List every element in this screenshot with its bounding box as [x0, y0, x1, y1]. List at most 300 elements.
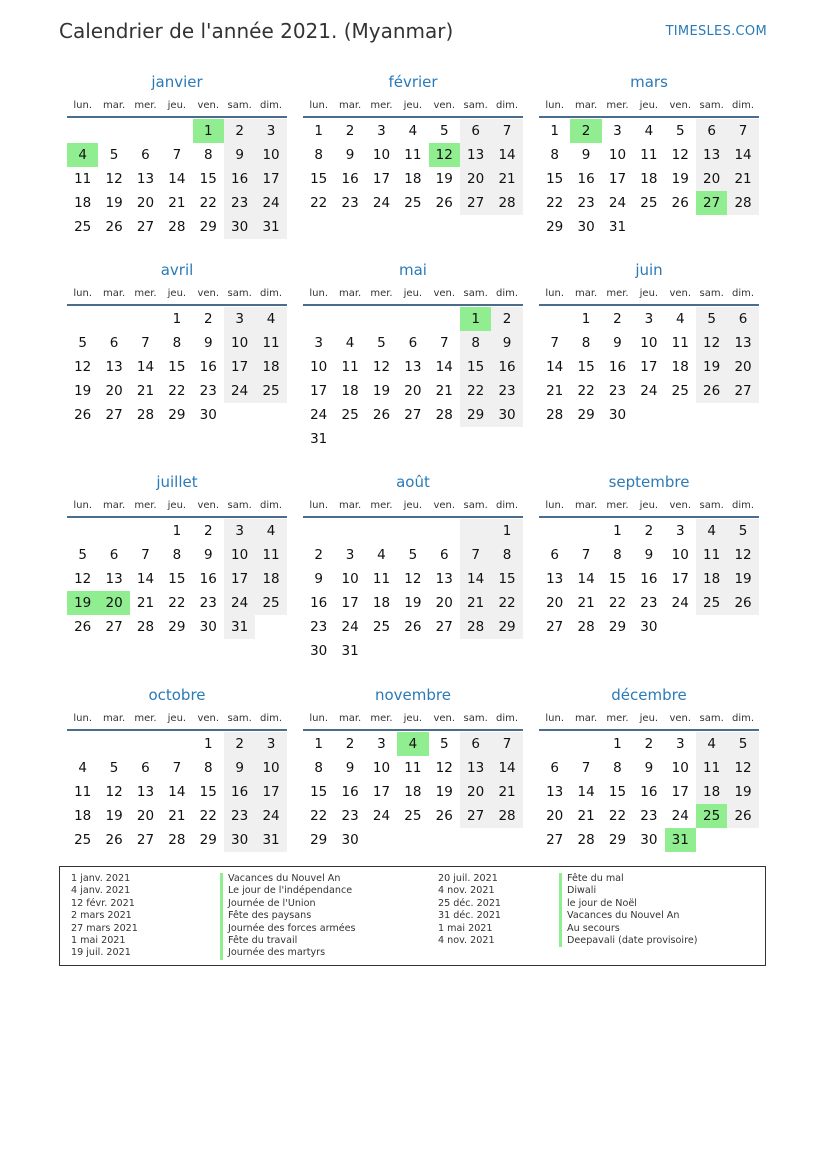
- day-cell: 18: [74, 808, 92, 824]
- weekday-label: mar.: [338, 499, 362, 511]
- holiday-day-cell: 25: [696, 804, 727, 828]
- day-cell: 15: [168, 571, 186, 587]
- day-cell: 15: [199, 784, 217, 800]
- month-name: mai: [399, 261, 427, 279]
- day-cell: 26: [404, 619, 422, 635]
- day-cell: 2: [345, 123, 355, 139]
- legend-date: 1 mai 2021: [71, 934, 126, 946]
- day-cell: 14: [136, 571, 155, 587]
- day-cell: 6: [696, 119, 727, 143]
- month-name: septembre: [608, 473, 690, 491]
- day-cell: 9: [314, 571, 323, 587]
- day-cell: 23: [199, 595, 217, 611]
- day-cell: 1: [550, 123, 559, 139]
- weekday-label: ven.: [197, 499, 220, 511]
- weekday-label: mar.: [338, 287, 362, 299]
- day-cell: 13: [696, 143, 727, 167]
- day-cell: 8: [613, 547, 622, 563]
- day-cell: 21: [168, 195, 186, 211]
- day-cell: 28: [546, 407, 564, 423]
- holiday-day-cell: 1: [193, 119, 224, 143]
- day-cell: 23: [640, 595, 658, 611]
- day-cell: 15: [608, 784, 627, 800]
- day-cell: 5: [377, 335, 386, 351]
- holiday-day-cell: 20: [98, 591, 129, 615]
- day-cell: 29: [608, 619, 627, 635]
- day-cell: 16: [491, 355, 522, 379]
- day-cell: 9: [203, 335, 213, 351]
- day-cell: 23: [640, 808, 658, 824]
- holiday-day-cell: 19: [67, 591, 98, 615]
- day-cell: 19: [404, 595, 422, 611]
- legend-date: 1 mai 2021: [438, 922, 493, 934]
- day-cell: 24: [310, 407, 328, 423]
- day-cell: 18: [74, 195, 92, 211]
- day-cell: 22: [199, 808, 217, 824]
- day-cell: 7: [550, 335, 559, 351]
- day-grid: [539, 119, 759, 239]
- day-cell: 19: [671, 171, 689, 187]
- day-cell: 3: [377, 123, 386, 139]
- weekday-label: sam.: [699, 499, 724, 511]
- weekday-label: jeu.: [167, 499, 187, 511]
- day-cell: 10: [224, 331, 255, 355]
- day-cell: 17: [372, 171, 391, 187]
- day-cell: 17: [255, 780, 286, 804]
- day-cell: 7: [141, 547, 150, 563]
- day-cell: 13: [435, 571, 453, 587]
- legend-date: 4 janv. 2021: [71, 885, 131, 897]
- day-grid: [67, 119, 287, 239]
- weekday-label: mar.: [102, 712, 126, 724]
- day-grid: [539, 519, 759, 639]
- day-cell: 7: [581, 760, 591, 776]
- day-cell: 29: [199, 832, 217, 848]
- day-cell: 5: [727, 519, 758, 543]
- day-cell: 28: [136, 407, 155, 423]
- day-cell: 10: [671, 547, 689, 563]
- day-cell: 15: [310, 784, 328, 800]
- day-cell: 1: [172, 523, 182, 539]
- day-cell: 4: [255, 519, 286, 543]
- day-cell: 9: [345, 147, 355, 163]
- day-cell: 6: [727, 307, 758, 331]
- weekday-label: lun.: [309, 287, 329, 299]
- legend-holiday-name: Fête du mal: [559, 873, 697, 885]
- weekday-label: mer.: [606, 287, 629, 299]
- legend-holiday-name: Au secours: [559, 923, 697, 935]
- day-cell: 26: [74, 407, 92, 423]
- day-cell: 7: [439, 335, 449, 351]
- weekday-label: ven.: [669, 499, 692, 511]
- day-cell: 14: [577, 571, 595, 587]
- legend-date: 20 juil. 2021: [438, 873, 498, 884]
- empty-cell: [161, 119, 192, 143]
- month-juillet: [67, 470, 287, 639]
- day-cell: 4: [345, 335, 355, 351]
- day-cell: 20: [404, 383, 422, 399]
- day-cell: 2: [491, 307, 522, 331]
- weekday-label: sam.: [227, 499, 252, 511]
- day-cell: 24: [255, 804, 286, 828]
- weekday-label: mar.: [338, 712, 362, 724]
- day-cell: 21: [577, 595, 595, 611]
- day-cell: 12: [74, 359, 92, 375]
- day-cell: 11: [696, 756, 727, 780]
- day-cell: 4: [644, 123, 654, 139]
- day-cell: 24: [671, 808, 689, 824]
- weekday-label: mar.: [574, 712, 598, 724]
- weekday-label: sam.: [699, 287, 724, 299]
- empty-cell: [366, 519, 397, 543]
- day-cell: 8: [491, 543, 522, 567]
- day-cell: 28: [491, 191, 522, 215]
- day-cell: 30: [608, 407, 627, 423]
- day-cell: 14: [491, 143, 522, 167]
- day-cell: 3: [377, 736, 386, 752]
- legend-holiday-name: Vacances du Nouvel An: [220, 873, 356, 885]
- day-cell: 1: [314, 736, 323, 752]
- day-cell: 25: [74, 832, 92, 848]
- empty-cell: [429, 307, 460, 331]
- day-cell: 27: [727, 379, 758, 403]
- day-cell: 24: [224, 591, 255, 615]
- day-cell: 31: [224, 615, 255, 639]
- legend-holiday-name: Journée des martyrs: [220, 947, 356, 959]
- day-cell: 5: [109, 760, 119, 776]
- day-cell: 8: [203, 147, 213, 163]
- day-cell: 2: [613, 311, 622, 327]
- weekday-label: sam.: [463, 499, 488, 511]
- weekday-label: mer.: [370, 287, 393, 299]
- day-cell: 16: [199, 571, 217, 587]
- empty-cell: [303, 307, 334, 331]
- day-grid: [67, 519, 287, 639]
- day-cell: 5: [696, 307, 727, 331]
- day-cell: 18: [671, 359, 689, 375]
- day-cell: 29: [199, 219, 217, 235]
- day-cell: 16: [199, 359, 217, 375]
- weekday-label: lun.: [73, 99, 93, 111]
- weekday-label: lun.: [545, 499, 565, 511]
- legend-holiday-name: Vacances du Nouvel An: [559, 910, 697, 922]
- month-novembre: [303, 683, 523, 852]
- month-name: octobre: [148, 686, 206, 704]
- month-mars: [539, 70, 759, 239]
- day-cell: 23: [608, 383, 627, 399]
- day-cell: 27: [136, 219, 155, 235]
- day-cell: 20: [435, 595, 453, 611]
- empty-cell: [67, 519, 98, 543]
- weekday-label: ven.: [433, 287, 456, 299]
- day-cell: 5: [675, 123, 685, 139]
- day-cell: 18: [341, 383, 359, 399]
- day-cell: 9: [613, 335, 622, 351]
- day-cell: 5: [78, 547, 87, 563]
- day-cell: 31: [608, 219, 627, 235]
- weekday-label: jeu.: [167, 712, 187, 724]
- day-cell: 11: [640, 147, 658, 163]
- legend-dates-right: [438, 873, 501, 947]
- day-cell: 17: [224, 567, 255, 591]
- day-cell: 15: [577, 359, 595, 375]
- day-cell: 27: [546, 619, 564, 635]
- day-cell: 12: [404, 571, 422, 587]
- day-cell: 19: [372, 383, 391, 399]
- day-cell: 29: [546, 219, 564, 235]
- weekday-label: ven.: [669, 712, 692, 724]
- day-cell: 8: [581, 335, 591, 351]
- month-mai: [303, 258, 523, 451]
- month-février: [303, 70, 523, 215]
- weekday-label: jeu.: [639, 99, 659, 111]
- day-cell: 6: [550, 760, 559, 776]
- weekday-label: ven.: [669, 287, 692, 299]
- legend-dates-left: [71, 873, 138, 960]
- weekday-header: [67, 94, 287, 118]
- weekday-label: sam.: [463, 287, 488, 299]
- day-cell: 11: [255, 331, 286, 355]
- empty-cell: [570, 519, 601, 543]
- day-cell: 13: [546, 784, 564, 800]
- legend-date: 4 nov. 2021: [438, 934, 495, 946]
- day-cell: 13: [460, 143, 491, 167]
- day-cell: 3: [644, 311, 654, 327]
- day-cell: 9: [581, 147, 591, 163]
- day-cell: 27: [136, 832, 155, 848]
- day-cell: 7: [491, 119, 522, 143]
- weekday-label: lun.: [73, 287, 93, 299]
- weekday-label: jeu.: [639, 499, 659, 511]
- empty-cell: [539, 307, 570, 331]
- day-cell: 25: [404, 195, 422, 211]
- day-cell: 23: [224, 191, 255, 215]
- month-janvier: [67, 70, 287, 239]
- legend-date: 12 févr. 2021: [71, 897, 135, 909]
- weekday-label: mar.: [102, 499, 126, 511]
- empty-cell: [397, 307, 428, 331]
- day-cell: 12: [727, 756, 758, 780]
- day-cell: 28: [168, 219, 186, 235]
- day-cell: 27: [435, 619, 453, 635]
- day-cell: 23: [491, 379, 522, 403]
- holiday-day-cell: 12: [429, 143, 460, 167]
- day-cell: 21: [168, 808, 186, 824]
- weekday-label: mar.: [574, 287, 598, 299]
- month-name: janvier: [151, 73, 203, 91]
- day-cell: 16: [224, 780, 255, 804]
- day-cell: 7: [460, 543, 491, 567]
- day-cell: 20: [727, 355, 758, 379]
- weekday-label: lun.: [545, 287, 565, 299]
- day-cell: 29: [491, 615, 522, 639]
- day-cell: 24: [640, 383, 658, 399]
- day-cell: 23: [341, 195, 359, 211]
- weekday-label: dim.: [732, 287, 755, 299]
- day-cell: 2: [644, 736, 654, 752]
- day-cell: 20: [460, 780, 491, 804]
- weekday-label: sam.: [699, 712, 724, 724]
- day-cell: 22: [168, 595, 186, 611]
- weekday-header: [67, 282, 287, 306]
- weekday-header: [67, 494, 287, 518]
- weekday-label: jeu.: [639, 712, 659, 724]
- month-name: août: [396, 473, 430, 491]
- month-août: [303, 470, 523, 663]
- empty-cell: [130, 732, 161, 756]
- day-cell: 26: [435, 195, 453, 211]
- weekday-label: sam.: [463, 712, 488, 724]
- day-cell: 19: [435, 171, 453, 187]
- day-cell: 18: [255, 355, 286, 379]
- day-cell: 27: [460, 191, 491, 215]
- day-cell: 11: [404, 760, 422, 776]
- day-cell: 30: [224, 215, 255, 239]
- day-cell: 10: [255, 143, 286, 167]
- day-cell: 5: [439, 123, 449, 139]
- month-décembre: [539, 683, 759, 852]
- day-cell: 25: [255, 591, 286, 615]
- day-cell: 13: [546, 571, 564, 587]
- weekday-label: mar.: [102, 287, 126, 299]
- day-cell: 18: [372, 595, 391, 611]
- legend-holiday-name: Le jour de l'indépendance: [220, 885, 356, 897]
- day-cell: 10: [671, 760, 689, 776]
- holiday-legend: [59, 866, 766, 966]
- day-cell: 6: [439, 547, 449, 563]
- day-cell: 3: [613, 123, 622, 139]
- day-cell: 14: [136, 359, 155, 375]
- day-cell: 20: [696, 167, 727, 191]
- day-cell: 30: [640, 832, 658, 848]
- weekday-label: ven.: [197, 712, 220, 724]
- day-cell: 6: [109, 547, 119, 563]
- day-cell: 9: [644, 547, 654, 563]
- day-cell: 6: [460, 732, 491, 756]
- empty-cell: [334, 519, 365, 543]
- weekday-label: mer.: [134, 712, 157, 724]
- day-cell: 21: [546, 383, 564, 399]
- weekday-label: ven.: [433, 499, 456, 511]
- day-cell: 13: [404, 359, 422, 375]
- day-cell: 25: [671, 383, 689, 399]
- weekday-label: ven.: [197, 287, 220, 299]
- day-cell: 14: [168, 171, 186, 187]
- day-cell: 14: [727, 143, 758, 167]
- day-cell: 22: [546, 195, 564, 211]
- weekday-label: mer.: [370, 99, 393, 111]
- day-cell: 12: [727, 543, 758, 567]
- day-cell: 5: [78, 335, 87, 351]
- day-cell: 3: [255, 119, 286, 143]
- day-cell: 1: [203, 736, 213, 752]
- holiday-day-cell: 1: [460, 307, 491, 331]
- day-cell: 24: [372, 808, 391, 824]
- day-cell: 15: [310, 171, 328, 187]
- day-cell: 25: [404, 808, 422, 824]
- day-cell: 8: [314, 760, 323, 776]
- day-cell: 13: [136, 171, 155, 187]
- day-grid: [303, 732, 523, 852]
- weekday-label: lun.: [545, 712, 565, 724]
- day-cell: 16: [224, 167, 255, 191]
- day-cell: 11: [372, 571, 391, 587]
- weekday-label: jeu.: [167, 287, 187, 299]
- day-cell: 23: [577, 195, 595, 211]
- day-cell: 22: [577, 383, 595, 399]
- day-grid: [67, 732, 287, 852]
- day-cell: 11: [74, 171, 92, 187]
- day-cell: 7: [172, 147, 182, 163]
- day-cell: 27: [105, 619, 123, 635]
- day-cell: 27: [105, 407, 123, 423]
- weekday-label: mer.: [606, 99, 629, 111]
- day-cell: 30: [199, 407, 217, 423]
- legend-names-left: [220, 873, 356, 960]
- day-cell: 5: [109, 147, 119, 163]
- month-name: mars: [630, 73, 668, 91]
- day-cell: 8: [460, 331, 491, 355]
- holiday-day-cell: 4: [67, 143, 98, 167]
- weekday-label: dim.: [496, 499, 519, 511]
- day-cell: 12: [372, 359, 391, 375]
- brand-link[interactable]: TIMESLES.COM: [665, 24, 767, 39]
- day-cell: 7: [491, 732, 522, 756]
- legend-holiday-name: Deepavali (date provisoire): [559, 935, 697, 947]
- weekday-label: dim.: [496, 712, 519, 724]
- day-cell: 31: [341, 643, 359, 659]
- day-cell: 29: [577, 407, 595, 423]
- day-cell: 26: [74, 619, 92, 635]
- weekday-label: sam.: [227, 287, 252, 299]
- day-cell: 31: [255, 215, 286, 239]
- day-cell: 22: [608, 808, 627, 824]
- legend-holiday-name: Journée des forces armées: [220, 923, 356, 935]
- day-cell: 14: [577, 784, 595, 800]
- day-cell: 13: [727, 331, 758, 355]
- day-cell: 10: [255, 756, 286, 780]
- day-cell: 24: [224, 379, 255, 403]
- day-cell: 26: [372, 407, 391, 423]
- day-cell: 30: [640, 619, 658, 635]
- day-grid: [303, 519, 523, 663]
- day-cell: 21: [491, 780, 522, 804]
- day-cell: 3: [345, 547, 355, 563]
- day-cell: 1: [613, 736, 622, 752]
- day-cell: 22: [491, 591, 522, 615]
- day-cell: 3: [255, 732, 286, 756]
- day-cell: 30: [199, 619, 217, 635]
- day-cell: 15: [491, 567, 522, 591]
- day-grid: [67, 307, 287, 427]
- day-cell: 28: [168, 832, 186, 848]
- empty-cell: [130, 307, 161, 331]
- day-cell: 18: [696, 780, 727, 804]
- day-cell: 24: [608, 195, 627, 211]
- month-avril: [67, 258, 287, 427]
- day-cell: 11: [671, 335, 689, 351]
- day-grid: [303, 119, 523, 215]
- weekday-label: sam.: [463, 99, 488, 111]
- day-cell: 15: [460, 355, 491, 379]
- day-cell: 22: [310, 195, 328, 211]
- day-cell: 14: [168, 784, 186, 800]
- day-cell: 4: [675, 311, 685, 327]
- weekday-label: dim.: [732, 712, 755, 724]
- weekday-label: mer.: [134, 499, 157, 511]
- day-cell: 20: [105, 383, 123, 399]
- weekday-header: [539, 707, 759, 731]
